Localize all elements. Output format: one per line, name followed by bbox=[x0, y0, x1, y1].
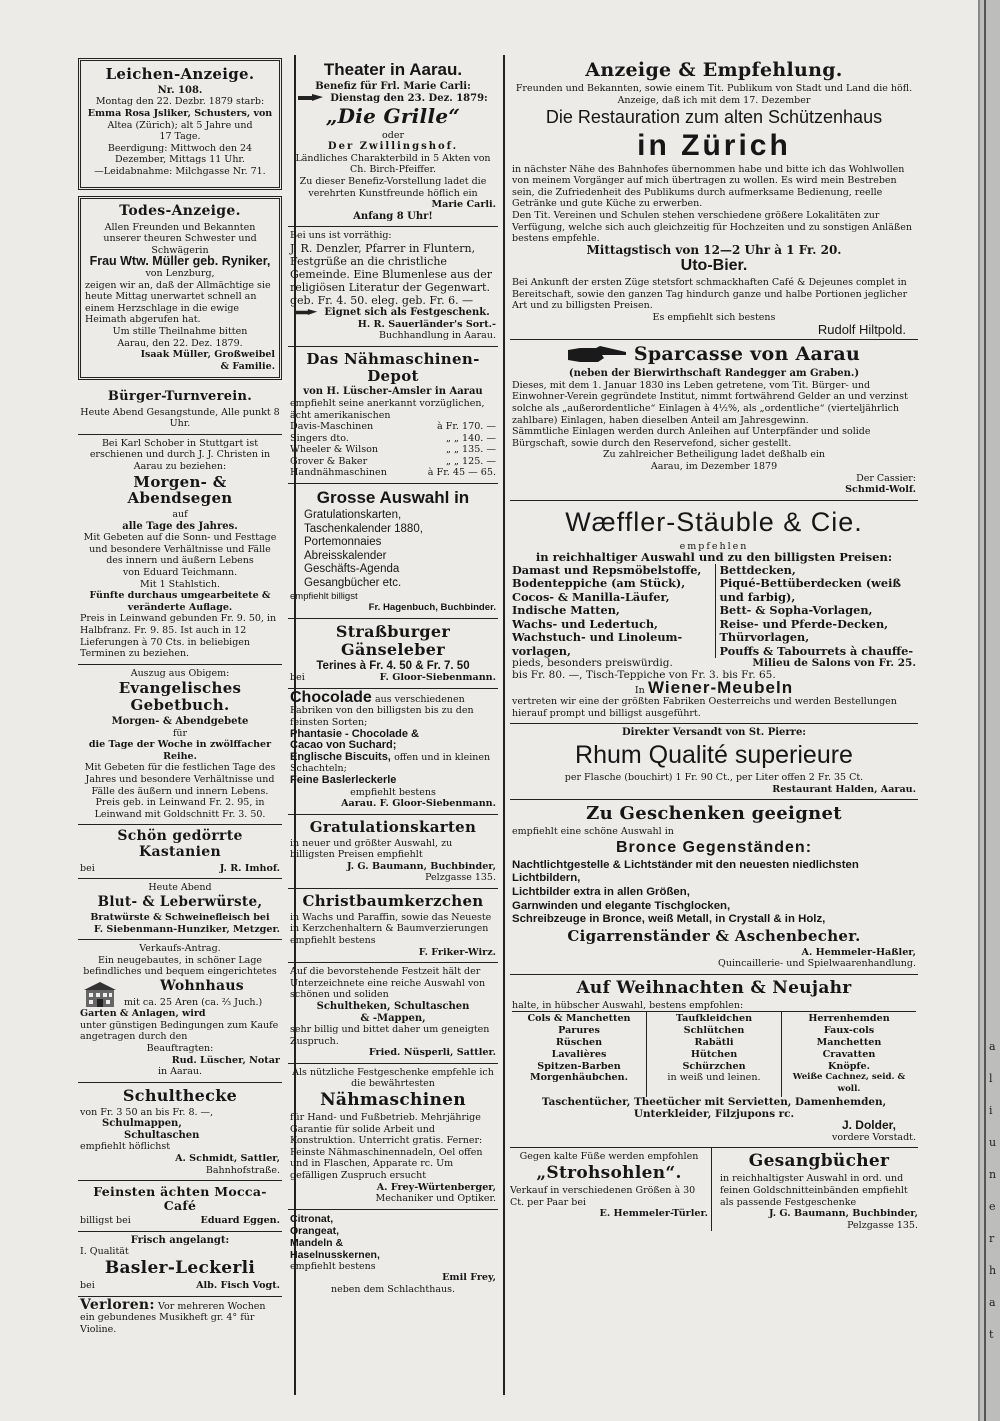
wohnhaus-place: in Aarau. bbox=[157, 1066, 203, 1078]
denzler-gift-line bbox=[290, 307, 496, 319]
kastanien-bei: bei bbox=[80, 862, 95, 874]
weihnacht-item: Manchetten bbox=[816, 1037, 882, 1049]
stroh-intro: Gegen kalte Füße werden empfohlen bbox=[519, 1151, 699, 1163]
chocolade-item: Feine Baslerleckerle bbox=[290, 774, 397, 787]
citronat-item: Citronat, bbox=[290, 1212, 334, 1225]
waeffler-item: Thürvorlagen, bbox=[719, 630, 810, 645]
segen-advert bbox=[78, 435, 282, 665]
column-rule bbox=[503, 55, 505, 1395]
waeffler-item: Piqué-Bettüberdecken (weiß bbox=[719, 576, 901, 591]
leichen-line: Dezember, Mittags 11 Uhr. bbox=[115, 154, 245, 166]
weihnacht-bottom: Taschentücher, Theetücher mit Servietten, Damenhemden, Unterkleider, Filzjupons rc. bbox=[541, 1096, 887, 1120]
denzler-gift: Eignet sich als Festgeschenk. bbox=[324, 306, 490, 318]
weihnacht-item: Weiße Cachnez, seid. & woll. bbox=[792, 1072, 906, 1095]
waeffler-item: Bett- & Sopha-Vorlagen, bbox=[719, 603, 873, 618]
weihnacht-item: Rabätli bbox=[694, 1037, 734, 1049]
schuetzenhaus-title: Anzeige & Empfehlung. bbox=[585, 59, 843, 81]
schuetzenhaus-restaurant: Die Restauration zum alten Schützenhaus bbox=[545, 107, 883, 128]
blutwurst-title: Blut- & Leberwürste, bbox=[97, 893, 263, 910]
auswahl-item: Geschäfts-Agenda bbox=[304, 563, 400, 576]
schulthecke-item: Schulmappen, bbox=[102, 1118, 182, 1130]
weihnacht-signature: J. Dolder, bbox=[841, 1118, 896, 1133]
weihnacht-item: Faux-cols bbox=[823, 1025, 875, 1037]
depot-item-price: „ „ 135. — bbox=[445, 444, 496, 456]
leichen-title: Leichen-Anzeige. bbox=[105, 65, 255, 83]
edge-fragment: l bbox=[989, 1072, 993, 1085]
weihnacht-title: Auf Weihnachten & Neujahr bbox=[576, 977, 852, 998]
geschenke-intro: empfiehlt eine schöne Auswahl in bbox=[512, 826, 674, 838]
weihnacht-item: Rüschen bbox=[555, 1037, 603, 1049]
denzler-advert bbox=[288, 227, 498, 346]
todes-origin: von Lenzburg, bbox=[145, 268, 215, 280]
waeffler-pieds: pieds, besonders preiswürdig. bbox=[512, 657, 673, 670]
pointing-hand-icon bbox=[298, 93, 324, 103]
depot-item-name: Grover & Baker bbox=[290, 455, 368, 467]
sparcasse-text: Zu zahlreicher Betheiligung ladet deßhalb ein bbox=[602, 449, 826, 461]
schulthecke-item: Schultaschen bbox=[124, 1129, 200, 1141]
segen-subtitle: alle Tage des Jahres. bbox=[122, 520, 238, 532]
mocca-title: Feinsten ächten Mocca-Café bbox=[93, 1184, 267, 1214]
citronat-item: Mandeln & bbox=[290, 1236, 344, 1249]
auswahl-advert bbox=[288, 484, 498, 619]
waeffler-prices: bis Fr. 80. —, Tisch-Teppiche von Fr. 3. bis Fr. 65. bbox=[512, 669, 776, 682]
leichen-line: Montag den 22. Dezbr. 1879 starb: bbox=[95, 96, 265, 108]
depot-price-row bbox=[290, 444, 496, 456]
gaenseleber-advert bbox=[288, 619, 498, 689]
depot-item-name: Handnähmaschinen bbox=[290, 467, 387, 479]
waeffler-item: Pouffs & Tabourrets à chauffe- bbox=[719, 643, 914, 658]
depot-item-price: à Fr. 45 — 65. bbox=[427, 467, 496, 479]
geschenke-advert bbox=[510, 800, 918, 975]
segen-auf: auf bbox=[172, 509, 188, 521]
rhum-intro: Direkter Versandt von St. Pierre: bbox=[621, 727, 806, 739]
edge-fragment: r bbox=[989, 1232, 995, 1245]
schulthecke-title: Schulthecke bbox=[122, 1085, 238, 1105]
gebetbuch-subtitle: Morgen- & Abendgebete bbox=[111, 716, 249, 728]
todes-intro: Allen Freunden und Bekannten unserer theuren Schwester und Schwägerin bbox=[103, 221, 257, 256]
waeffler-text: vertreten wir eine der größten Fabriken Oesterreichs und werden Bestellungen hierauf prompt und billigst ausgeführt. bbox=[512, 696, 897, 719]
geschenke-role: Quincaillerie- und Spielwaarenhandlung. bbox=[718, 958, 916, 970]
kastanien-advert bbox=[78, 825, 282, 879]
turnverein-text: Heute Abend Gesangstunde, Alle punkt 8 Uhr. bbox=[80, 406, 280, 430]
waeffler-item: Damast und Repsmöbelstoffe, bbox=[512, 562, 702, 577]
leckerli-bei: bei bbox=[80, 1280, 95, 1292]
schulthecke-advert bbox=[78, 1083, 282, 1181]
depot-price-row bbox=[290, 467, 496, 479]
gratulation-place: Pelzgasse 135. bbox=[425, 872, 496, 884]
depot-item-price: „ „ 125. — bbox=[445, 455, 496, 467]
rhum-signature: Restaurant Halden, Aarau. bbox=[772, 783, 916, 795]
schuetzenhaus-text: Den Tit. Vereinen und Schulen stehen verschiedene größere Lokalitäten zur Verfügung, welche sich auch gleichzeitig für Hochzeiten und zu sonstigen Anläßen bestens empfehle. bbox=[512, 209, 912, 245]
schulthecke-signature: A. Schmidt, Sattler, bbox=[175, 1153, 280, 1165]
sattler-text: sehr billig und bittet daher um geneigten Zuspruch. bbox=[290, 1024, 490, 1047]
todes-title: Todes-Anzeige. bbox=[119, 203, 241, 219]
verloren-title: Verloren: bbox=[80, 1296, 155, 1313]
leichen-line: 17 Tage. bbox=[159, 131, 201, 143]
schulthecke-rec: empfiehlt höflichst bbox=[80, 1141, 171, 1153]
sattler-text: Auf die bevorstehende Festzeit hält der Unterzeichnete eine reiche Auswahl von schönen und soliden bbox=[290, 966, 486, 1001]
sattler-item: & -Mappen, bbox=[360, 1012, 426, 1024]
gebetbuch-week: die Tage der Woche in zwölffacher Reihe. bbox=[88, 739, 272, 762]
gesang-text: in reichhaltigster Auswahl in ord. und feinen Goldschnitteinbänden empfiehlt als passende Festgeschenke bbox=[720, 1173, 908, 1208]
auswahl-item: Gesangbücher etc. bbox=[304, 577, 402, 590]
segen-edition: Fünfte durchaus umgearbeitete & veränderte Auflage. bbox=[89, 590, 271, 613]
leichen-line: Beerdigung: Mittwoch den 24 bbox=[107, 142, 253, 154]
denzler-text: J. R. Denzler, Pfarrer in Fluntern, Festgrüße an die christliche Gemeinde. Eine Blumenlese aus der religiösen Literatur der Gegenwart. geb. Fr. 4. 50. eleg. geb. Fr. 6. — bbox=[290, 241, 493, 307]
todes-name: Frau Wtw. Müller geb. Ryniker, bbox=[89, 254, 271, 269]
wohnhaus-terms: unter günstigen Bedingungen zum Kaufe angetragen durch den bbox=[80, 1019, 279, 1043]
gebetbuch-fuer: für bbox=[172, 727, 188, 739]
gebetbuch-intro: Auszug aus Obigem: bbox=[130, 667, 230, 679]
waeffler-item: Bodenteppiche (am Stück), bbox=[512, 576, 686, 591]
sparcasse-subtitle: (neben der Bierwirthschaft Randegger am Graben.) bbox=[568, 368, 860, 380]
geschenke-item: Lichtbilder extra in allen Größen, bbox=[512, 886, 690, 899]
gesangbuecher-advert bbox=[718, 1148, 918, 1231]
theater-signature: Marie Carli. bbox=[431, 199, 496, 211]
edge-fragment: h bbox=[989, 1264, 997, 1277]
auswahl-rec: empfiehlt billigst bbox=[290, 590, 358, 602]
wohnhaus-garden: Garten & Anlagen, wird bbox=[80, 1008, 206, 1020]
gebetbuch-price: Preis geb. in Leinwand Fr. 2. 95, in Leinwand mit Goldschnitt Fr. 3. 50. bbox=[94, 797, 266, 820]
waeffler-in: In bbox=[634, 684, 645, 696]
weihnacht-item: Cravatten bbox=[822, 1048, 876, 1060]
weihnacht-item: Parures bbox=[558, 1025, 600, 1037]
auswahl-item: Taschenkalender 1880, bbox=[304, 522, 423, 535]
weihnacht-item: Hütchen bbox=[690, 1048, 738, 1060]
chocolade-signature: Aarau. F. Gloor-Siebenmann. bbox=[341, 798, 496, 810]
sparcasse-place: Aarau, im Dezember 1879 bbox=[650, 460, 778, 472]
schuetzenhaus-mittagstisch: Mittagstisch von 12—2 Uhr à 1 Fr. 20. bbox=[586, 242, 842, 257]
waeffler-item: Reise- und Pferde-Decken, bbox=[719, 616, 889, 631]
waeffler-list-left bbox=[512, 564, 709, 659]
citronat-item: Orangeat, bbox=[290, 1224, 340, 1237]
wohnhaus-agent: Beauftragten: bbox=[146, 1043, 214, 1055]
waeffler-item: Wachstuch- und Linoleum- bbox=[512, 630, 683, 645]
depot-subtitle: von H. Lüscher-Amsler in Aarau bbox=[303, 386, 483, 398]
edge-fragment: a bbox=[989, 1040, 996, 1053]
weihnacht-item: Lavalières bbox=[551, 1048, 607, 1060]
geschenke-item: Nachtlichtgestelle & Lichtständer mit den neuesten niedlichsten Lichtbildern, bbox=[512, 858, 859, 885]
auswahl-item: Abreisskalender bbox=[304, 549, 387, 562]
waeffler-item: Bettdecken, bbox=[719, 562, 796, 577]
leichen-line: —Leidabnahme: Milchgasse Nr. 71. bbox=[94, 165, 266, 177]
geschenke-item: Schreibzeuge in Bronce, weiß Metall, in Crystall & in Holz, bbox=[512, 913, 826, 926]
theater-oder: oder bbox=[382, 129, 404, 141]
edge-fragment: n bbox=[989, 1168, 997, 1181]
naehmaschinen-advert bbox=[288, 1064, 498, 1210]
mocca-bei: billigst bei bbox=[80, 1215, 131, 1227]
strohsohlen-advert bbox=[510, 1148, 712, 1231]
column-left bbox=[78, 56, 282, 1339]
pointing-hand-icon bbox=[568, 344, 628, 366]
segen-price: Preis in Leinwand gebunden Fr. 9. 50, in Halbfranz. Fr. 9. 85. Ist auch in 12 Lieferungen à 70 Cts. in beliebigen Terminen zu beziehen. bbox=[80, 613, 277, 660]
weihnacht-column bbox=[512, 1012, 646, 1097]
pointing-hand-icon bbox=[296, 308, 318, 317]
sparcasse-title-line bbox=[512, 344, 916, 366]
sparcasse-text: Dieses, mit dem 1. Januar 1830 ins Leben getretene, vom Tit. Bürger- und Einwohner-Verein gegründete Institut, nimmt fortwährend Gelder an und verzinst solche als „außerordentliche“ Einlagen à 4½%, als „ordentliche“ (vierteljährlich zahlbare) Einlagen, haben dieselben Anteil am Jahresgewinn. bbox=[512, 379, 908, 426]
waeffler-item: und farbig), bbox=[719, 589, 796, 604]
citronat-place: neben dem Schlachthaus. bbox=[330, 1284, 455, 1296]
gaenseleber-signature: F. Gloor-Siebenmann. bbox=[379, 672, 496, 684]
stroh-text: Verkauf in verschiedenen Größen à 30 Ct. per Paar bei bbox=[510, 1185, 696, 1208]
turnverein-notice bbox=[78, 386, 282, 435]
depot-item-name: Davis-Maschinen bbox=[290, 421, 374, 433]
weihnacht-grid bbox=[512, 1011, 916, 1097]
blutwurst-intro: Heute Abend bbox=[148, 882, 212, 894]
theater-advert bbox=[288, 56, 498, 227]
kastanien-signature: J. R. Imhof. bbox=[219, 862, 280, 874]
segen-author: von Eduard Teichmann. bbox=[122, 567, 238, 579]
segen-stahlstich: Mit 1 Stahlstich. bbox=[139, 578, 220, 590]
naeh-text: für Hand- und Fußbetrieb. Mehrjährige Garantie für solide Arbeit und Konstruktion. Unterricht gratis. Ferner: Feinste Nähmaschinennadeln, Oel offen und in Flaschen, Apparate rc. Um gefälligen Zuspruch ersucht bbox=[290, 1112, 483, 1182]
leckerli-quality: I. Qualität bbox=[80, 1246, 129, 1258]
todes-text: zeigen wir an, daß der Allmächtige sie heute Mittag unerwartet schnell an einem Herzschlage in die ewige Heimath abgerufen hat. bbox=[85, 279, 271, 326]
wohnhaus-size: mit ca. 25 Aren (ca. ⅔ Juch.) bbox=[124, 996, 263, 1008]
weihnacht-place: vordere Vorstadt. bbox=[831, 1131, 916, 1143]
edge-rule bbox=[984, 0, 986, 1421]
leckerli-intro: Frisch angelangt: bbox=[130, 1234, 230, 1246]
theater-date: Dienstag den 23. Dez. 1879: bbox=[330, 92, 488, 104]
kerzchen-signature: F. Friker-Wirz. bbox=[418, 946, 496, 958]
weihnacht-item: in weiß und leinen. bbox=[667, 1072, 761, 1084]
weihnacht-item: Schürzchen bbox=[682, 1060, 746, 1072]
gesang-signature: J. G. Baumann, Buchbinder, bbox=[768, 1208, 918, 1220]
wohnhaus-text: Ein neugebautes, in schöner Lage befindliches und bequem eingerichtetes bbox=[83, 954, 277, 978]
todes-request: Um stille Theilnahme bitten bbox=[112, 326, 248, 338]
denzler-intro: Bei uns ist vorräthig: bbox=[290, 230, 392, 242]
sparcasse-role: Der Cassier: bbox=[856, 472, 916, 484]
denzler-signature: H. R. Sauerländer's Sort.- bbox=[357, 318, 496, 330]
kastanien-title: Schön gedörrte Kastanien bbox=[117, 828, 243, 861]
leckerli-advert bbox=[78, 1232, 282, 1297]
weihnacht-column bbox=[781, 1012, 916, 1097]
gratulationskarten-advert bbox=[288, 815, 498, 889]
schuetzenhaus-rec: Es empfiehlt sich bestens bbox=[652, 312, 776, 324]
segen-text: Mit Gebeten auf die Sonn- und Festtage und besondere Verhältnisse und Fälle des innern und äußern Lebens bbox=[83, 532, 277, 567]
theater-date-line bbox=[290, 93, 496, 105]
depot-item-name: Singers dto. bbox=[290, 432, 349, 444]
kerzchen-title: Christbaumkerzchen bbox=[302, 891, 484, 910]
sattler-signature: Fried. Nüsperli, Sattler. bbox=[368, 1047, 496, 1059]
weihnacht-item: Knöpfe. bbox=[828, 1060, 870, 1072]
mocca-advert bbox=[78, 1181, 282, 1232]
weihnacht-item: Herrenhemden bbox=[808, 1013, 890, 1025]
turnverein-title: Bürger-Turnverein. bbox=[107, 389, 253, 404]
theater-play: „Die Grille“ bbox=[325, 104, 461, 129]
wohnhaus-advert bbox=[78, 940, 282, 1083]
geschenke-subtitle: Bronce Gegenständen: bbox=[615, 838, 813, 856]
theater-description: Ländliches Charakterbild in 5 Akten von Ch. Birch-Pfeiffer. bbox=[295, 152, 491, 176]
blutwurst-subtitle: Bratwürste & Schweinefleisch bei bbox=[90, 912, 270, 923]
christbaumkerzchen-advert bbox=[288, 889, 498, 963]
depot-item-name: Wheeler & Wilson bbox=[290, 444, 379, 456]
todes-signature: Isaak Müller, Großweibel bbox=[140, 349, 275, 361]
theater-benefiz: Benefiz für Frl. Marie Carli: bbox=[315, 81, 471, 93]
rhum-text: per Flasche (bouchirt) 1 Fr. 90 Ct., per Liter offen 2 Fr. 35 Ct. bbox=[564, 772, 864, 784]
weihnacht-advert bbox=[510, 975, 918, 1149]
edge-fragment: a bbox=[989, 1296, 996, 1309]
weihnacht-item: Taufkleidchen bbox=[675, 1013, 753, 1025]
sparcasse-advert bbox=[510, 340, 918, 501]
depot-price-row bbox=[290, 421, 496, 433]
chocolade-aside: offen und in kleinen Schachteln; bbox=[290, 751, 491, 775]
depot-item-price: à Fr. 170. — bbox=[436, 421, 496, 433]
waeffler-item: Cocos- & Manilla-Läufer, bbox=[512, 589, 670, 604]
schulthecke-price: von Fr. 3 50 an bis Fr. 8. —, bbox=[80, 1106, 214, 1118]
gratulation-signature: J. G. Baumann, Buchbinder, bbox=[346, 860, 496, 872]
theater-title: Theater in Aarau. bbox=[323, 60, 463, 79]
theater-time: Anfang 8 Uhr! bbox=[353, 210, 433, 222]
naeh-role: Mechaniker und Optiker. bbox=[375, 1193, 496, 1205]
weihnacht-item: Spitzen-Barben bbox=[537, 1060, 621, 1072]
waeffler-list-right bbox=[715, 564, 917, 659]
waeffler-milieu: Milieu de Salons von Fr. 25. bbox=[752, 657, 916, 670]
gesang-title: Gesangbücher bbox=[748, 1151, 890, 1172]
leichen-number: Nr. 108. bbox=[157, 84, 203, 96]
naehmaschinen-depot bbox=[288, 347, 498, 484]
verloren-notice bbox=[78, 1297, 282, 1340]
segen-intro: Bei Karl Schober in Stuttgart ist erschienen und durch J. J. Christen in Aarau zu beziehen: bbox=[89, 437, 271, 472]
geschenke-cigar: Cigarrenständer & Aschenbecher. bbox=[567, 926, 861, 945]
blutwurst-signature: F. Siebenmann-Hunziker, Metzger. bbox=[93, 923, 280, 935]
column-middle bbox=[288, 56, 498, 1300]
verloren-text: Vor mehreren Wochen ein gebundenes Musikheft gr. 4° für Violine. bbox=[80, 1300, 266, 1335]
gratulation-title: Gratulationskarten bbox=[309, 817, 477, 836]
auswahl-signature: Fr. Hagenbuch, Buchbinder. bbox=[368, 602, 496, 614]
schuetzenhaus-text: in nächster Nähe des Bahnhofes übernommen habe und bitte ich das Wohlwollen von meinem Vorgänger auf mich übertragen zu wollen. Es wird mein Bestreben sein, die Zufriedenheit des Publikums durch aufmerksame Bedienung, reelle Getränke und gute Küche zu erwerben. bbox=[512, 163, 905, 210]
edge-fragment: u bbox=[989, 1136, 997, 1149]
chocolade-item: Englische Biscuits, bbox=[290, 750, 391, 763]
edge-fragment: t bbox=[989, 1328, 994, 1341]
depot-text: empfiehlt seine anerkannt vorzüglichen, ächt amerikanischen bbox=[290, 397, 485, 421]
waeffler-advert bbox=[510, 501, 918, 725]
citronat-advert bbox=[288, 1210, 498, 1300]
stroh-signature: E. Hemmeler-Türler. bbox=[599, 1208, 708, 1220]
todes-place-date: Aarau, den 22. Dez. 1879. bbox=[117, 337, 243, 349]
naeh-signature: A. Frey-Würtenberger, bbox=[376, 1181, 496, 1193]
gesang-place: Pelzgasse 135. bbox=[847, 1219, 918, 1231]
house-illustration-icon bbox=[82, 980, 118, 1008]
chocolade-item: Phantasie - Chocolade & bbox=[290, 727, 419, 740]
sattler-advert bbox=[288, 963, 498, 1064]
schuetzenhaus-intro: Freunden und Bekannten, sowie einem Tit. Publikum von Stadt und Land die höfl. Anzeige, daß ich mit dem 17. Dezember bbox=[515, 83, 913, 106]
wohnhaus-signature: Rud. Lüscher, Notar bbox=[171, 1054, 280, 1066]
waeffler-title: Wæffler-Stäuble & Cie. bbox=[565, 506, 863, 537]
kerzchen-text: in Wachs und Paraffin, sowie das Neueste in Kerzchenhaltern & Baumverzierungen empfiehlt bestens bbox=[290, 911, 492, 946]
mocca-signature: Eduard Eggen. bbox=[200, 1215, 280, 1227]
bottom-adverts-row bbox=[510, 1148, 918, 1231]
schuetzenhaus-city: in Zürich bbox=[637, 128, 791, 162]
chocolade-rec: empfiehlt bestens bbox=[350, 786, 436, 798]
sattler-item: Schultheken, Schultaschen bbox=[316, 1000, 470, 1012]
waeffler-empfehlen: empfehlen bbox=[679, 540, 749, 552]
chocolade-advert bbox=[288, 689, 498, 815]
leichen-line: Altea (Zürich); alt 5 Jahre und bbox=[107, 119, 253, 131]
citronat-signature: Emil Frey, bbox=[442, 1272, 496, 1284]
schuetzenhaus-text: Bei Ankunft der ersten Züge stetsfort schmackhaften Café & Dejeunes complet in Bereitschaft, sowie den ganzen Tag hindurch ganze und halbe Portionen jeglicher Art und zu billigsten Preisen. bbox=[512, 277, 908, 312]
edge-fragment: i bbox=[989, 1104, 993, 1117]
denzler-place: Buchhandlung in Aarau. bbox=[379, 330, 496, 342]
segen-title: Morgen- & Abendsegen bbox=[127, 472, 233, 508]
schuetzenhaus-bier: Uto-Bier. bbox=[680, 257, 748, 275]
stroh-title: „Strohsohlen“. bbox=[536, 1162, 682, 1183]
theater-text: Zu dieser Benefiz-Vorstellung ladet die verehrten Kunstfreunde höflich ein bbox=[299, 175, 487, 199]
schuetzenhaus-signature: Rudolf Hiltpold. bbox=[817, 321, 906, 337]
leichen-anzeige bbox=[78, 58, 282, 190]
depot-item-price: „ „ 140. — bbox=[445, 432, 496, 444]
waeffler-text: in reichhaltiger Auswahl und zu den billigsten Preisen: bbox=[535, 550, 893, 565]
auswahl-item: Portemonnaies bbox=[304, 536, 382, 549]
citronat-rec: empfiehlt bestens bbox=[290, 1260, 376, 1272]
leichen-line: Emma Rosa Jsliker, Schusters, von bbox=[87, 107, 273, 119]
waeffler-wiener: Wiener-Meubeln bbox=[647, 677, 794, 697]
gebetbuch-title: Evangelisches Gebetbuch. bbox=[118, 679, 242, 715]
weihnacht-intro: halte, in hübscher Auswahl, bestens empfohlen: bbox=[512, 999, 744, 1011]
todes-anzeige bbox=[78, 196, 282, 380]
waeffler-item: Indische Matten, bbox=[512, 603, 620, 618]
sparcasse-text: Sämmtliche Einlagen werden durch Anleihen auf Unterpfänder und solide Bürgschaft, sowie durch den Reservefond, sicher gestellt. bbox=[512, 426, 871, 449]
naeh-title: Nähmaschinen bbox=[320, 1090, 466, 1111]
gebetbuch-text: Mit Gebeten für die festlichen Tage des Jahres und besondere Verhältnisse und Fälle des äußern und innern Lebens. bbox=[84, 762, 276, 797]
theater-subtitle: Der Zwillingshof. bbox=[327, 141, 459, 153]
leckerli-signature: Alb. Fisch Vogt. bbox=[196, 1280, 280, 1292]
gaenseleber-bei: bei bbox=[290, 672, 305, 684]
naeh-intro: Als nützliche Festgeschenke empfehle ich die bewährtesten bbox=[292, 1066, 494, 1090]
chocolade-title: Chocolade bbox=[290, 688, 372, 706]
gebetbuch-advert bbox=[78, 665, 282, 826]
auswahl-title: Grosse Auswahl in bbox=[316, 488, 470, 508]
weihnacht-item: Morgenhäubchen. bbox=[530, 1072, 628, 1084]
weihnacht-column bbox=[646, 1012, 781, 1097]
todes-signature: & Familie. bbox=[220, 360, 275, 372]
depot-price-row bbox=[290, 433, 496, 445]
wohnhaus-title: Wohnhaus bbox=[160, 977, 244, 994]
schulthecke-place: Bahnhofstraße. bbox=[205, 1164, 280, 1176]
sparcasse-signature: Schmid-Wolf. bbox=[845, 484, 916, 496]
auswahl-item: Gratulationskarten, bbox=[304, 509, 402, 522]
geschenke-signature: A. Hemmeler-Haßler, bbox=[801, 946, 916, 958]
leckerli-title: Basler-Leckerli bbox=[104, 1258, 256, 1279]
citronat-item: Haselnusskernen, bbox=[290, 1248, 380, 1261]
gratulation-text: in neuer und größter Auswahl, zu billigsten Preisen empfiehlt bbox=[290, 837, 453, 861]
schuetzenhaus-advert bbox=[510, 56, 918, 340]
waeffler-item: Wachs- und Ledertuch, bbox=[512, 616, 658, 631]
geschenke-item: Garnwinden und elegante Tischglocken, bbox=[512, 899, 731, 912]
rhum-advert bbox=[510, 724, 918, 800]
depot-title: Das Nähmaschinen-Depot bbox=[306, 349, 480, 385]
weihnacht-item: Cols & Manchetten bbox=[527, 1013, 631, 1025]
wohnhaus-intro: Verkaufs-Antrag. bbox=[139, 943, 221, 955]
edge-fragment: e bbox=[989, 1200, 996, 1213]
weihnacht-item: Schlütchen bbox=[683, 1025, 745, 1037]
gaenseleber-title: Straßburger Gänseleber bbox=[335, 621, 451, 659]
adjacent-page-edge bbox=[978, 0, 1000, 1421]
rhum-title: Rhum Qualité superieure bbox=[575, 741, 853, 770]
depot-price-row bbox=[290, 456, 496, 468]
gaenseleber-terrines: Terines à Fr. 4. 50 & Fr. 7. 50 bbox=[316, 659, 470, 672]
chocolade-item: Cacao von Suchard; bbox=[290, 739, 397, 752]
waeffler-item: vorlagen, bbox=[512, 643, 571, 658]
geschenke-title: Zu Geschenken geeignet bbox=[586, 803, 842, 825]
chocolade-aside: aus verschiedenen Fabriken von den billigsten bis zu den feinsten Sorten; bbox=[290, 693, 474, 729]
sparcasse-title: Sparcasse von Aarau bbox=[633, 343, 861, 366]
blutwurst-advert bbox=[78, 879, 282, 940]
column-right bbox=[510, 56, 918, 1231]
